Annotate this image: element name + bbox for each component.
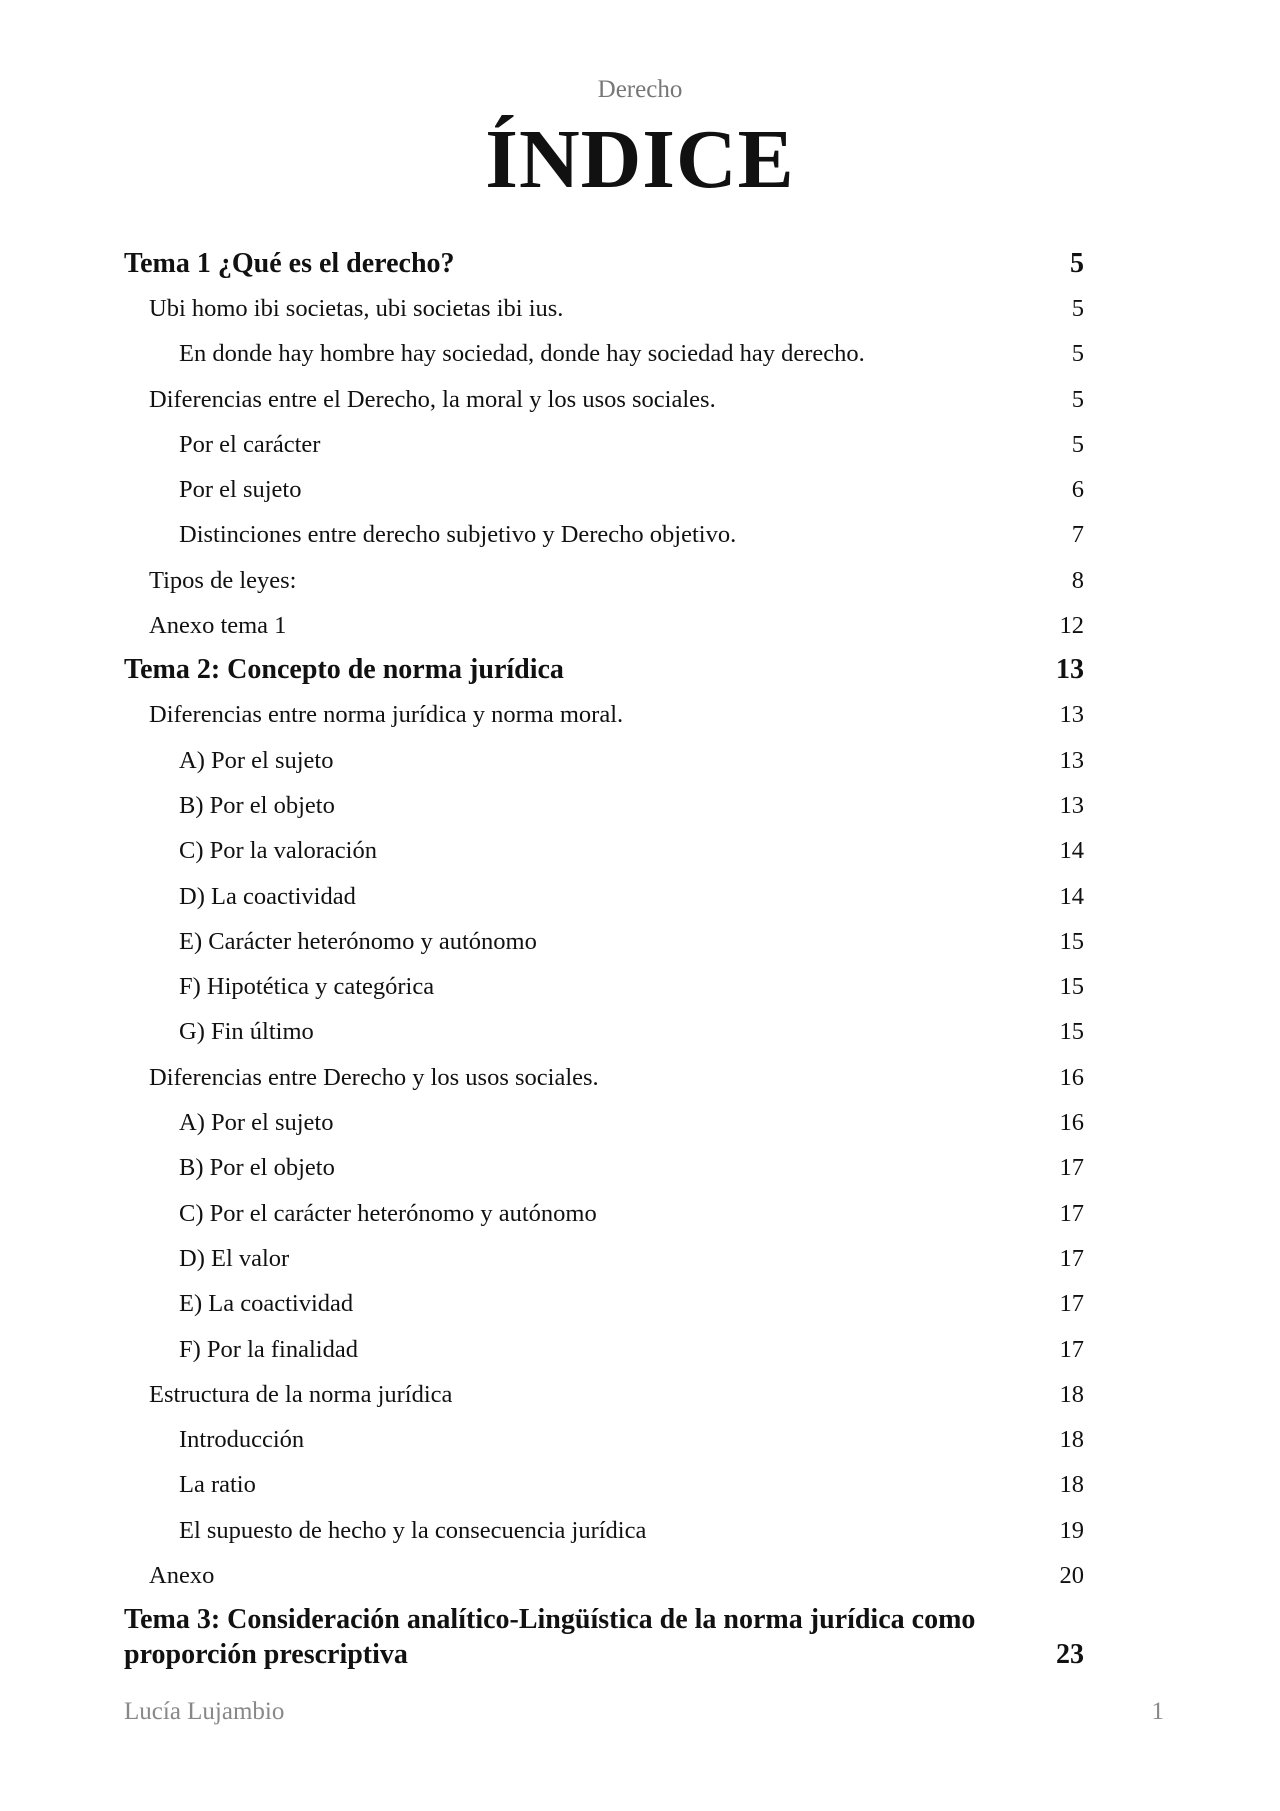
toc-entry[interactable] [124, 648, 1084, 692]
toc-entry-page: 16 [1059, 1109, 1084, 1137]
footer-author: Lucía Lujambio [124, 1698, 285, 1725]
toc-entry-page: 5 [1070, 248, 1084, 279]
toc-entry-title: Distinciones entre derecho subjetivo y Derecho objetivo. [179, 521, 737, 549]
toc-entry-title: Por el carácter [179, 430, 321, 458]
toc-entry-title: Estructura de la norma jurídica [149, 1380, 453, 1408]
toc-entry-title: Introducción [179, 1426, 305, 1454]
toc-entry[interactable] [124, 242, 1084, 286]
toc-entry[interactable] [124, 1508, 1084, 1553]
toc-entry-title: C) Por la valoración [179, 837, 377, 865]
toc-entry[interactable] [124, 331, 1084, 376]
toc-entry-title: En donde hay hombre hay sociedad, donde hay sociedad hay derecho. [179, 340, 865, 368]
toc-entry-title: Diferencias entre norma jurídica y norma moral. [149, 701, 624, 729]
toc-entry-page: 8 [1071, 566, 1084, 594]
toc-entry[interactable] [124, 738, 1084, 783]
toc-entry-page: 13 [1059, 746, 1084, 774]
toc-entry-page: 17 [1059, 1199, 1084, 1227]
toc-entry-title: E) Carácter heterónomo y autónomo [179, 927, 537, 955]
table-of-contents [124, 242, 1084, 1672]
toc-entry-page: 15 [1059, 927, 1084, 955]
page-footer [124, 1698, 1164, 1726]
toc-entry[interactable] [124, 286, 1084, 331]
toc-entry-title: A) Por el sujeto [179, 1109, 334, 1137]
toc-entry-title: G) Fin último [179, 1018, 314, 1046]
toc-entry[interactable] [124, 1236, 1084, 1281]
toc-entry-title: D) La coactividad [179, 882, 356, 910]
toc-entry-title: La ratio [179, 1471, 256, 1499]
toc-entry-page: 16 [1059, 1063, 1084, 1091]
toc-entry-page: 5 [1071, 385, 1084, 413]
toc-entry-title: C) Por el carácter heterónomo y autónomo [179, 1199, 597, 1227]
toc-entry-title: E) La coactividad [179, 1290, 354, 1318]
toc-entry[interactable] [124, 377, 1084, 422]
toc-entry-page: 19 [1059, 1516, 1084, 1544]
toc-entry[interactable] [124, 919, 1084, 964]
toc-entry[interactable] [124, 512, 1084, 557]
toc-entry-title: D) El valor [179, 1244, 290, 1272]
toc-entry-page: 18 [1059, 1471, 1084, 1499]
toc-entry-page: 14 [1059, 837, 1084, 865]
toc-entry-title: Tipos de leyes: [149, 566, 297, 594]
toc-entry-page: 12 [1059, 612, 1084, 640]
toc-entry-page: 7 [1071, 521, 1084, 549]
toc-entry-page: 13 [1059, 701, 1084, 729]
toc-entry-title: El supuesto de hecho y la consecuencia jurídica [179, 1516, 647, 1544]
toc-entry-title: Tema 1 ¿Qué es el derecho? [124, 248, 455, 279]
toc-entry[interactable] [124, 558, 1084, 603]
toc-entry-title: B) Por el objeto [179, 1154, 335, 1182]
toc-entry[interactable] [124, 783, 1084, 828]
toc-entry[interactable] [124, 874, 1084, 919]
toc-entry[interactable] [124, 1281, 1084, 1326]
toc-entry[interactable] [124, 467, 1084, 512]
toc-entry[interactable] [124, 1602, 1084, 1672]
toc-entry-title: Diferencias entre el Derecho, la moral y los usos sociales. [149, 385, 716, 413]
toc-entry-title: Anexo tema 1 [149, 612, 287, 640]
toc-entry[interactable] [124, 964, 1084, 1009]
toc-entry-page: 17 [1059, 1335, 1084, 1363]
toc-entry[interactable] [124, 603, 1084, 648]
toc-entry-title: Tema 3: Consideración analítico-Lingüística de la norma jurídica como proporción prescriptiva [124, 1604, 976, 1671]
toc-entry-page: 17 [1059, 1154, 1084, 1182]
toc-entry[interactable] [124, 1553, 1084, 1598]
toc-entry-page: 14 [1059, 882, 1084, 910]
toc-entry-page: 20 [1059, 1562, 1084, 1590]
toc-entry-page: 18 [1059, 1426, 1084, 1454]
toc-entry[interactable] [124, 1372, 1084, 1417]
page-title: ÍNDICE [485, 113, 795, 206]
toc-entry-title: Diferencias entre Derecho y los usos sociales. [149, 1063, 599, 1091]
toc-entry-page: 17 [1059, 1244, 1084, 1272]
toc-entry-page: 13 [1059, 791, 1084, 819]
toc-entry-page: 5 [1071, 340, 1084, 368]
toc-entry-title: A) Por el sujeto [179, 746, 334, 774]
toc-entry-title: B) Por el objeto [179, 791, 335, 819]
footer-page-number: 1 [1151, 1698, 1164, 1725]
toc-entry-title: Anexo [149, 1562, 215, 1590]
toc-entry-title: Por el sujeto [179, 476, 302, 504]
page-header: Derecho [597, 76, 683, 103]
toc-entry-page: 5 [1071, 295, 1084, 322]
toc-entry[interactable] [124, 422, 1084, 467]
toc-entry[interactable] [124, 1462, 1084, 1507]
toc-entry-page: 15 [1059, 973, 1084, 1001]
toc-entry-page: 17 [1059, 1290, 1084, 1318]
toc-entry-title: Tema 2: Concepto de norma jurídica [124, 654, 564, 686]
toc-entry[interactable] [124, 1145, 1084, 1190]
toc-entry[interactable] [124, 1327, 1084, 1372]
toc-entry[interactable] [124, 1009, 1084, 1054]
toc-entry-page: 23 [1056, 1639, 1084, 1671]
toc-entry-title: F) Por la finalidad [179, 1335, 358, 1363]
toc-entry[interactable] [124, 692, 1084, 737]
toc-entry[interactable] [124, 1417, 1084, 1462]
toc-entry-title: Ubi homo ibi societas, ubi societas ibi ius. [149, 295, 564, 322]
toc-entry-title: F) Hipotética y categórica [179, 973, 435, 1001]
toc-entry[interactable] [124, 828, 1084, 873]
toc-entry-page: 13 [1056, 654, 1084, 686]
toc-entry[interactable] [124, 1191, 1084, 1236]
toc-entry[interactable] [124, 1055, 1084, 1100]
toc-entry-page: 5 [1071, 430, 1084, 458]
toc-entry-page: 6 [1071, 476, 1084, 504]
toc-entry[interactable] [124, 1100, 1084, 1145]
toc-entry-page: 15 [1059, 1018, 1084, 1046]
toc-entry-page: 18 [1059, 1380, 1084, 1408]
